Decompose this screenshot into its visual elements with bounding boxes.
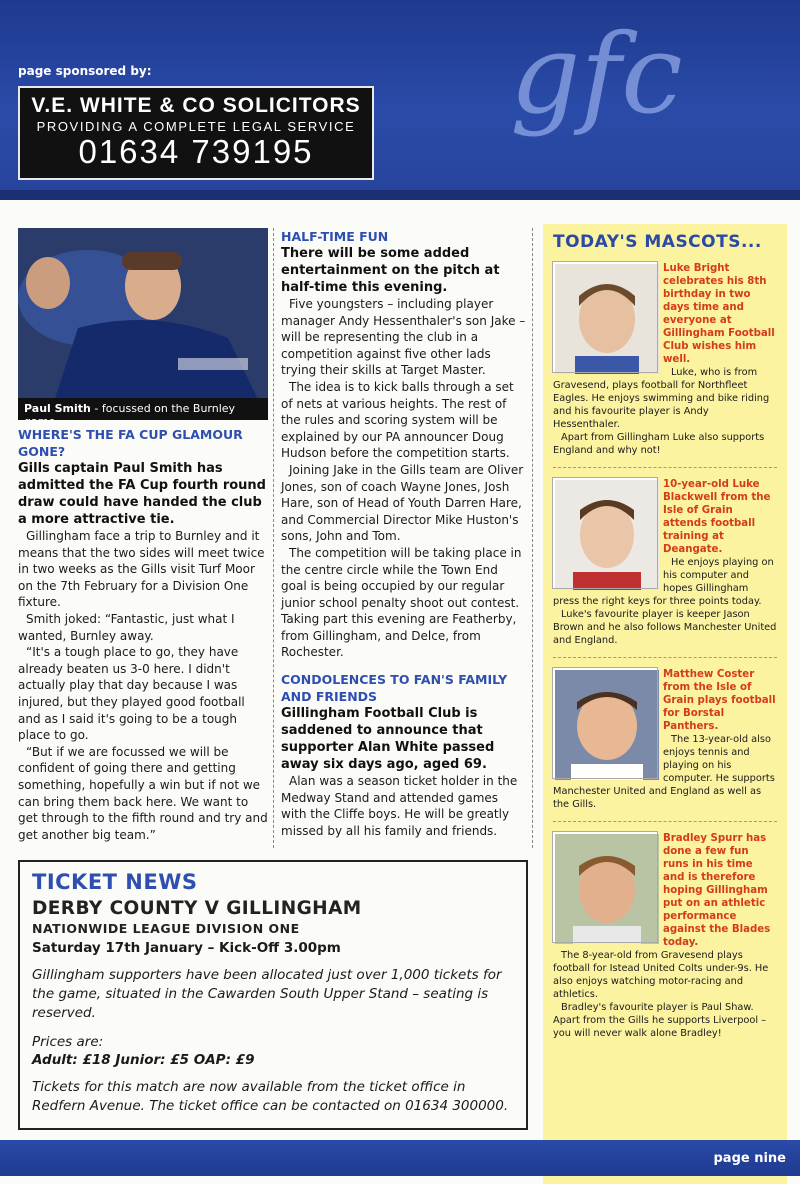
column-one — [18, 228, 268, 843]
ticket-allocation: Gillingham supporters have been allocated just over 1,000 tickets for the game, situated in the Cawarden South Upper Stand – seating is reserved. — [32, 967, 502, 1021]
page-footer — [0, 1140, 800, 1176]
story-paragraph: “But if we are focussed we will be confident of going there and getting something, hopefully a win but if not we can bring them back here. We want to get through to the fifth round and try and get another big team.” — [18, 744, 268, 842]
halftime-paragraph: The competition will be taking place in the centre circle while the Town End goal is being occupied by our regular junior school penalty shoot out contest. Taking part this evening are Featherby, from Gillingham, and Delce, from Rochester. — [281, 545, 522, 660]
divider — [553, 467, 777, 468]
sponsor-advert — [18, 86, 374, 180]
ticket-date: Saturday 17th January – Kick-Off 3.00pm — [32, 940, 341, 956]
mascot-photo — [553, 478, 657, 588]
condolences-paragraph: Alan was a season ticket holder in the Medway Stand and attended games with the Cliffe boys. He will be greatly missed by all his family and friends. — [281, 774, 518, 838]
story-paragraph: “It's a tough place to go, they have already beaten us 3-0 here. I didn't actually play that day because I was injured, but they played good football and as I said it's going to be a tough place to go. — [18, 645, 245, 743]
mascot-text: Apart from Gillingham Luke also supports England and why not! — [553, 432, 765, 456]
mascot-text: He enjoys playing on his computer and hopes Gillingham press the right keys for three points today. — [553, 557, 774, 607]
mascots-panel — [543, 224, 787, 1184]
story-paragraph: Smith joked: “Fantastic, just what I wanted, Burnley away. — [18, 611, 235, 643]
mascot-entry — [553, 832, 777, 1040]
ticket-league: NATIONWIDE LEAGUE DIVISION ONE — [32, 921, 300, 936]
logo-text: gfc — [510, 10, 683, 138]
sponsor-name: V.E. WHITE & CO SOLICITORS — [31, 94, 361, 117]
ticket-title: TICKET NEWS — [32, 870, 198, 894]
halftime-paragraph: Joining Jake in the Gills team are Oliver Jones, son of coach Wayne Jones, Josh Hare, son of Head of Youth Darren Hare, and Commercial Director Mike Huston's sons, John and Tom. — [281, 462, 524, 544]
condolences-heading: CONDOLENCES TO FAN'S FAMILY AND FRIENDS — [281, 672, 508, 705]
halftime-paragraph: The idea is to kick balls through a set of nets at various heights. The rest of the rules and scoring system will be explained by our PA announcer Doug Hudson before the competition starts. — [281, 379, 514, 461]
mascot-photo — [553, 262, 657, 372]
story-paragraph: Gillingham face a trip to Burnley and it means that the two sides will meet twice in two weeks as the Gills visit Turf Moor on the 7th February for a Division One fixture. — [18, 529, 265, 610]
mascots-title: TODAY'S MASCOTS... — [553, 232, 762, 252]
mascot-text: Bradley's favourite player is Paul Shaw. Apart from the Gills he supports Liverpool – you will never walk alone Bradley! — [553, 1002, 767, 1039]
caption-name: Paul Smith — [24, 402, 91, 415]
prices-label: Prices are: — [32, 1034, 104, 1050]
divider — [553, 821, 777, 822]
photo-caption — [18, 398, 268, 428]
caption-text: - focussed on the Burnley game — [24, 402, 236, 428]
column-divider — [532, 228, 533, 848]
sponsor-label: page sponsored by: — [18, 64, 152, 78]
mascot-headline: Luke Bright celebrates his 8th birthday in two days time and everyone at Gillingham Football Club wishes him well. — [663, 263, 775, 365]
story-lead: Gills captain Paul Smith has admitted the FA Cup fourth round draw could have handed the club a more attractive tie. — [18, 461, 266, 527]
halftime-paragraph: Five youngsters – including player manager Andy Hessenthaler's son Jake – will be representing the club in a competition against five other lads trying their skills at Target Master. — [281, 297, 526, 378]
mascot-text: The 13-year-old also enjoys tennis and playing on his computer. He supports Manchester United and England as well as the Gills. — [553, 734, 775, 810]
condolences-lead: Gillingham Football Club is saddened to announce that supporter Alan White passed away six days ago, aged 69. — [281, 706, 495, 773]
ticket-availability: Tickets for this match are now available from the ticket office in Redfern Avenue. The ticket office can be contacted on 01634 300000. — [32, 1079, 509, 1114]
mascot-text: The 8-year-old from Gravesend plays football for Istead United Colts under-9s. He also enjoys watching motor-racing and athletics. — [553, 950, 769, 1000]
mascot-headline: 10-year-old Luke Blackwell from the Isle of Grain attends football training at Deangate. — [663, 479, 771, 555]
sponsor-tagline: PROVIDING A COMPLETE LEGAL SERVICE — [36, 119, 356, 134]
page-header — [0, 0, 800, 200]
paul-smith-photo — [18, 228, 268, 428]
ticket-match: DERBY COUNTY V GILLINGHAM — [32, 898, 362, 919]
mascot-entry — [553, 668, 777, 822]
divider — [553, 657, 777, 658]
club-logo — [500, 10, 780, 190]
halftime-lead: There will be some added entertainment on the pitch at half-time this evening. — [281, 246, 500, 295]
mascot-entry — [553, 262, 777, 468]
mascot-text: Luke, who is from Gravesend, plays football for Northfleet Eagles. He enjoys swimming and bike riding and his favourite player is Andy Hessenthaler. — [553, 367, 770, 430]
photo-illustration — [18, 228, 268, 420]
mascot-photo — [553, 832, 657, 942]
mascot-headline: Bradley Spurr has done a few fun runs in his time and is therefore hoping Gillingham put on an athletic performance against the Blades today. — [663, 833, 771, 948]
mascot-text: Luke's favourite player is keeper Jason Brown and he also follows Manchester United and England. — [553, 609, 777, 646]
column-divider — [273, 228, 274, 848]
column-two — [281, 228, 527, 839]
halftime-heading: HALF-TIME FUN — [281, 229, 389, 244]
ticket-prices: Adult: £18 Junior: £5 OAP: £9 — [32, 1052, 255, 1068]
sponsor-phone: 01634 739195 — [78, 133, 314, 170]
page-number: page nine — [713, 1151, 786, 1166]
story-heading: WHERE'S THE FA CUP GLAMOUR GONE? — [18, 427, 243, 459]
mascot-photo — [553, 668, 657, 778]
ticket-news-box — [18, 860, 528, 1130]
mascot-entry — [553, 478, 777, 658]
mascot-headline: Matthew Coster from the Isle of Grain plays football for Borstal Panthers. — [663, 669, 776, 732]
